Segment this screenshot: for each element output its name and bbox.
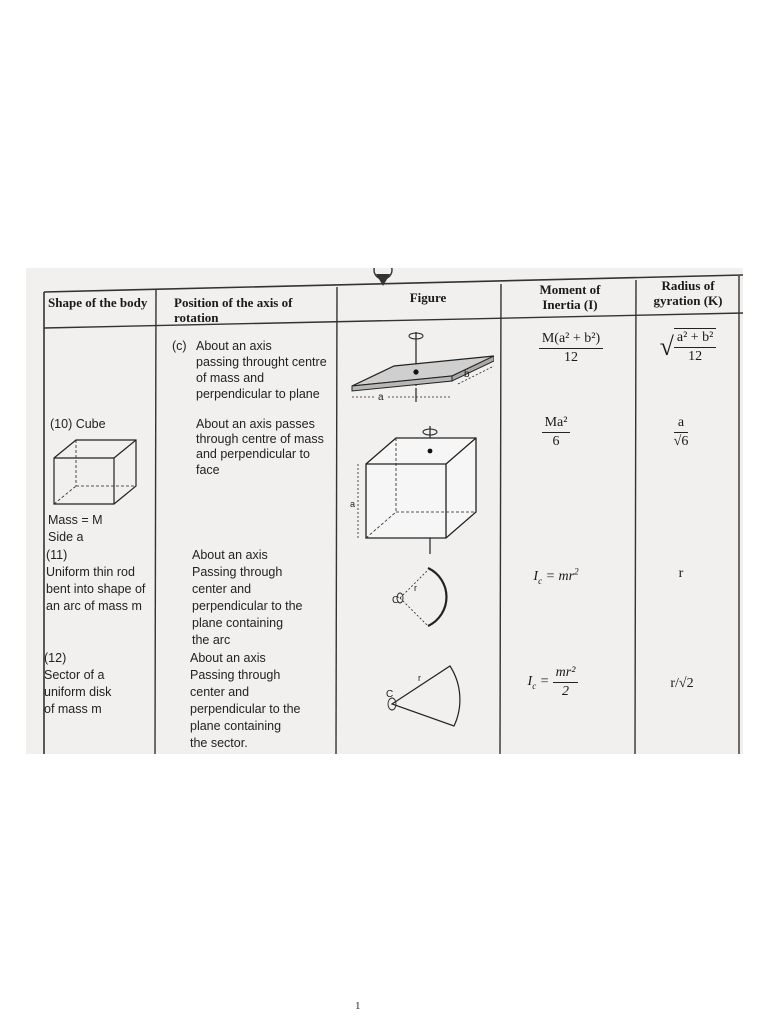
row4-radius-of-gyration: r/√2 — [670, 676, 694, 691]
row3-axis-line-4: perpendicular to the — [192, 599, 303, 613]
row1-axis-line-1: About an axis — [196, 339, 272, 353]
row3-axis-line-6: the arc — [192, 633, 231, 647]
row3-shape-line-3: bent into shape of — [46, 582, 146, 596]
row4-axis-line-6: the sector. — [190, 736, 248, 750]
sector-label-c: C — [386, 689, 394, 700]
table-photo — [26, 268, 743, 754]
arc-label-r: r — [414, 583, 417, 593]
plate-figure — [344, 326, 494, 406]
row4-axis-line-1: About an axis — [190, 651, 266, 665]
row2-shape-title: (10) Cube — [50, 417, 106, 431]
row3-axis-line-1: About an axis — [192, 548, 268, 562]
row1-axis-line-2: passing throught centre — [196, 355, 327, 369]
row2-axis-line-4: face — [196, 463, 220, 477]
header-moment-of-inertia: Moment of Inertia (I) — [539, 282, 601, 312]
row3-axis-line-5: plane containing — [192, 616, 284, 630]
row1-axis-line-4: perpendicular to plane — [196, 387, 320, 401]
row4-shape-line-2: Sector of a — [44, 668, 105, 682]
header-shape: Shape of the body — [48, 295, 148, 310]
row1-axis-line-3: of mass and — [196, 371, 265, 385]
row2-axis-line-1: About an axis passes — [196, 417, 315, 431]
row3-moment-of-inertia: $I_c = mr^2$ — [533, 566, 579, 586]
row4-moment-of-inertia: $I_c$ = $\frac{\text{mr²}}{2}$ — [508, 664, 598, 701]
row1-radius-of-gyration: √ $\frac{\text{a² + b²}}{12}$ — [648, 328, 728, 366]
row3-shape-line-2: Uniform thin rod — [46, 565, 135, 579]
row3-axis-line-3: center and — [192, 582, 252, 596]
row4-axis-line-4: perpendicular to the — [190, 702, 301, 716]
sector-figure — [382, 664, 472, 736]
cube-small-figure — [50, 436, 142, 508]
header-figure: Figure — [409, 290, 447, 305]
row1-moment-of-inertia: $\frac{\text{M(a² + b²)}}{12}$ — [516, 330, 626, 367]
row2-shape-side: Side a — [48, 530, 84, 544]
row2-radius-of-gyration: $\frac{a}{√6}$ — [673, 415, 689, 449]
cube-label-a: a — [350, 499, 356, 509]
row4-axis-line-5: plane containing — [190, 719, 282, 733]
row4-axis-line-2: Passing through — [190, 668, 281, 682]
plate-label-b: b — [464, 369, 470, 380]
arc-label-c: C — [392, 595, 400, 606]
row2-shape-mass: Mass = M — [48, 513, 103, 527]
row3-axis-line-2: Passing through — [192, 565, 283, 579]
row2-axis-line-3: and perpendicular to — [196, 447, 310, 461]
header-axis: Position of the axis of rotation — [174, 295, 293, 325]
row3-shape-line-4: an arc of mass m — [46, 599, 142, 613]
row3-radius-of-gyration: r — [678, 566, 684, 581]
row3-shape-line-1: (11) — [46, 548, 68, 562]
row4-axis-line-3: center and — [190, 685, 250, 699]
row4-shape-line-4: of mass m — [44, 702, 102, 716]
sector-label-r: r — [418, 673, 421, 683]
row4-shape-line-1: (12) — [44, 651, 67, 665]
row2-axis-line-2: through centre of mass — [196, 432, 324, 446]
row2-moment-of-inertia: $\frac{\text{Ma²}}{6}$ — [526, 414, 586, 451]
page-number: 1 — [355, 1000, 361, 1012]
row4-shape-line-3: uniform disk — [44, 685, 112, 699]
axis-prefix-c: (c) — [172, 339, 187, 353]
header-radius-of-gyration: Radius of gyration (K) — [653, 278, 723, 308]
plate-label-a: a — [376, 389, 386, 406]
down-arrow-icon — [370, 268, 396, 292]
cube-axis-figure — [348, 424, 498, 556]
